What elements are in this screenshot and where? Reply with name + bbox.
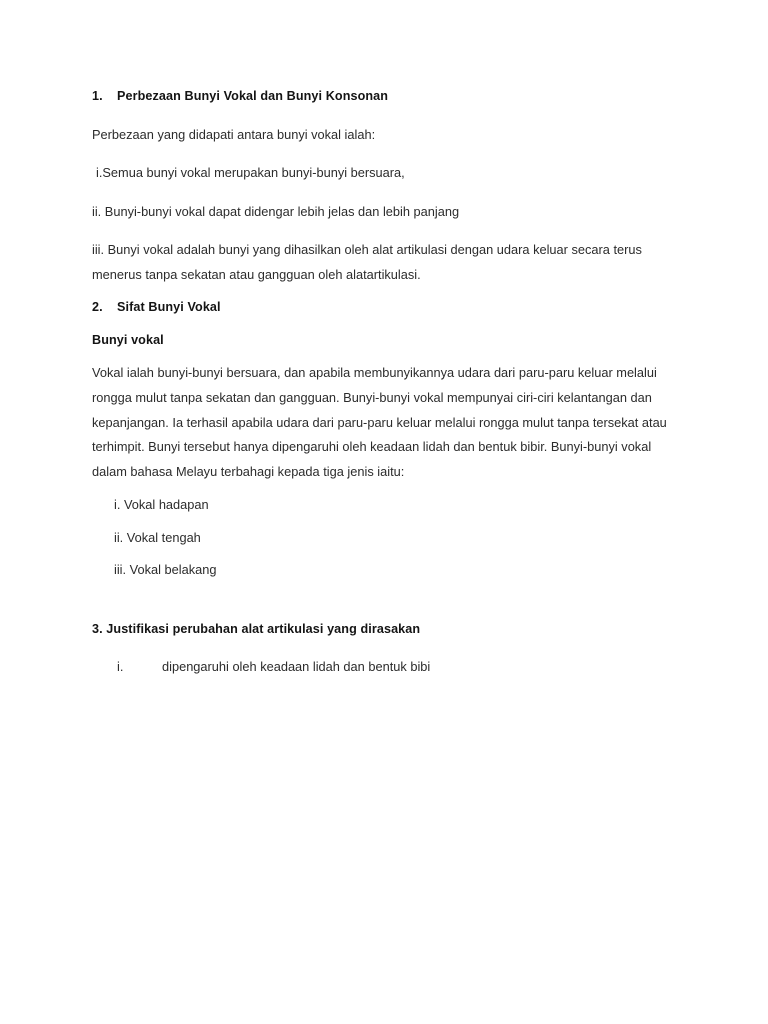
spacer <box>92 517 678 526</box>
section-1-item-1: i.Semua bunyi vokal merupakan bunyi-bunyi bersuara, <box>96 165 405 181</box>
spacer <box>92 224 678 238</box>
spacer <box>92 109 678 123</box>
section-1-item-3: iii. Bunyi vokal adalah bunyi yang dihasilkan oleh alat artikulasi dengan udara keluar secara terus menerus tanpa sekatan atau gangguan oleh alatartikulasi. <box>92 242 642 282</box>
section-2-subheading: Bunyi vokal <box>92 332 164 347</box>
spacer <box>92 147 678 161</box>
document-content <box>92 85 678 679</box>
spacer <box>92 287 678 296</box>
spacer <box>92 186 678 200</box>
section-2-heading-text: Sifat Bunyi Vokal <box>117 300 221 315</box>
section-2-list-item-2: ii. Vokal tengah <box>114 529 201 545</box>
section-3-item-1-marker: i. <box>117 659 124 675</box>
section-2-marker: 2. <box>92 300 103 315</box>
section-1-item-2: ii. Bunyi-bunyi vokal dapat didengar lebih jelas dan lebih panjang <box>92 203 460 219</box>
section-1-intro: Perbezaan yang didapati antara bunyi vokal ialah: <box>92 126 376 142</box>
section-3-item-1-text: dipengaruhi oleh keadaan lidah dan bentuk bibi <box>162 659 431 675</box>
spacer <box>92 582 678 618</box>
section-1-heading <box>92 85 678 109</box>
section-3-list-item-1 <box>92 655 678 679</box>
section-2-heading <box>92 296 678 320</box>
section-1-heading-text: Perbezaan Bunyi Vokal dan Bunyi Konsonan <box>117 89 389 103</box>
spacer <box>92 352 678 361</box>
spacer <box>92 320 678 329</box>
section-1-marker: 1. <box>92 89 103 103</box>
section-2-paragraph: Vokal ialah bunyi-bunyi bersuara, dan apabila membunyikannya udara dari paru-paru keluar melalui rongga mulut tanpa sekatan dan gangguan. Bunyi-bunyi vokal mempunyai ciri-ciri kelantangan dan kepanjangan. Ia terhasil apabila udara dari paru-paru keluar melalui rongga mulut tanpa tersekat atau terhimpit. Bunyi tersebut hanya dipengaruhi oleh keadaan lidah dan bentuk bibir. Bunyi-bunyi vokal dalam bahasa Melayu terbahagi kepada tiga jenis iaitu: <box>92 365 667 479</box>
section-2-list-item-3: iii. Vokal belakang <box>114 562 217 578</box>
section-3-heading: 3. Justifikasi perubahan alat artikulasi yang dirasakan <box>92 621 421 636</box>
spacer <box>92 484 678 493</box>
spacer <box>92 549 678 558</box>
spacer <box>92 641 678 655</box>
section-2-list-item-1: i. Vokal hadapan <box>114 497 209 513</box>
